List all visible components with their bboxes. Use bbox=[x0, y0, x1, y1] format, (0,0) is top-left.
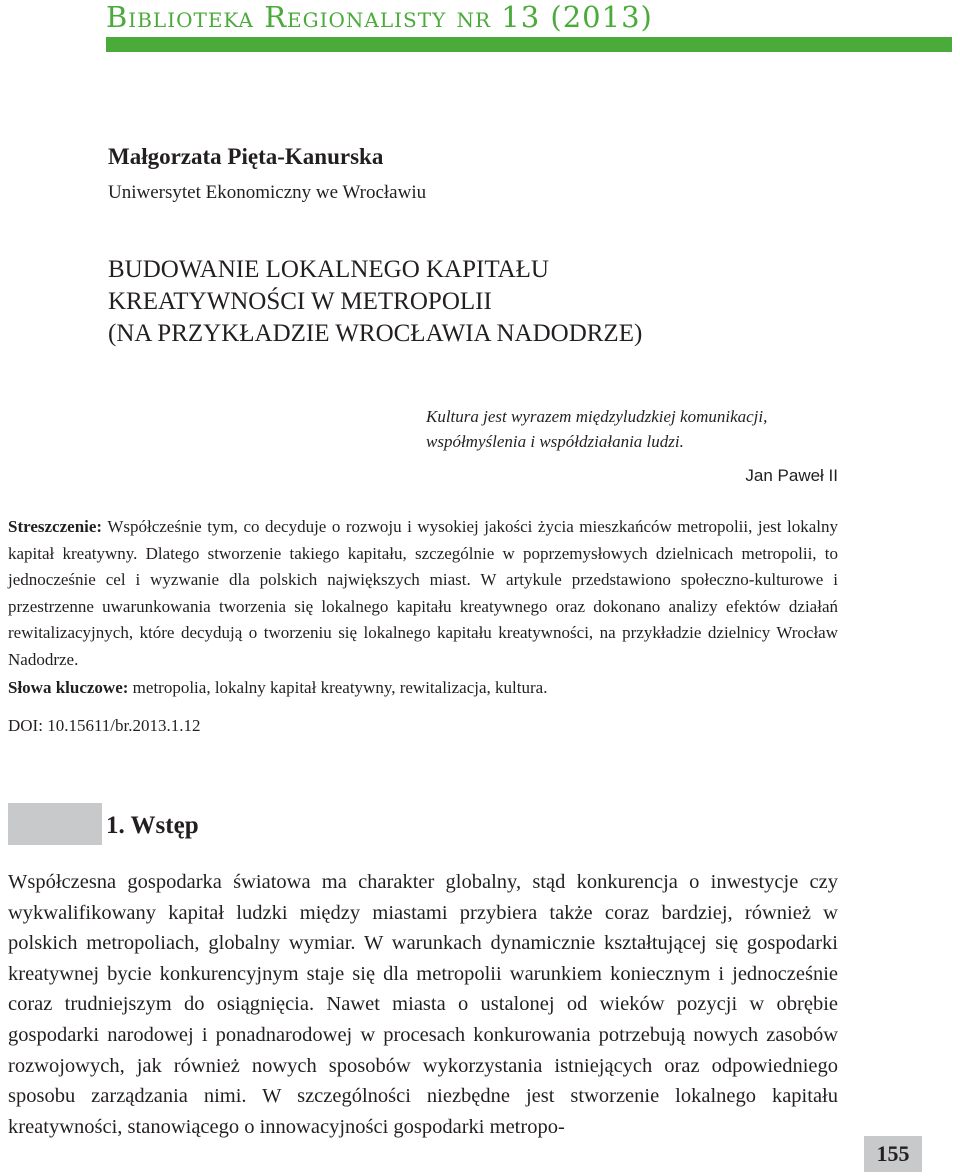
doi: DOI: 10.15611/br.2013.1.12 bbox=[8, 716, 201, 735]
affiliation: Uniwersytet Ekonomiczny we Wrocławiu bbox=[108, 182, 427, 203]
title-line: (NA PRZYKŁADZIE WROCŁAWIA NADODRZE) bbox=[108, 320, 643, 347]
header-bar bbox=[106, 37, 952, 52]
page-number: 155 bbox=[864, 1136, 922, 1172]
section-marker bbox=[8, 803, 102, 845]
article-title bbox=[108, 254, 642, 350]
motto-line: Kultura jest wyrazem międzyludzkiej komunikacji, bbox=[426, 407, 768, 426]
title-line: BUDOWANIE LOKALNEGO KAPITAŁU bbox=[108, 256, 549, 283]
abstract-label: Streszczenie: bbox=[8, 517, 103, 536]
keywords bbox=[8, 678, 838, 698]
motto-line: współmyślenia i współdziałania ludzi. bbox=[426, 432, 684, 451]
author-name: Małgorzata Pięta-Kanurska bbox=[108, 144, 384, 169]
keywords-text: metropolia, lokalny kapitał kreatywny, rewitalizacja, kultura. bbox=[132, 678, 548, 697]
body-paragraph: Współczesna gospodarka światowa ma charakter globalny, stąd konkurencja o inwestycje czy wykwalifikowany kapitał ludzki między miastami przybiera także coraz bardziej, również w polskich metropoliach, globalny wymiar. W warunkach dynamicznie kształtującej się gospodarki kreatywnej bycie konkurencyjnym staje się dla metropolii warunkiem koniecznym i jednocześnie coraz trudniejszym do osiągnięcia. Nawet miasta o ustalonej od wieków pozycji w obrębie gospodarki narodowej i ponadnarodowej w procesach konkurowania potrzebują nowych zasobów rozwojowych, jak również nowych sposobów wykorzystania istniejących oraz odpowiedniego sposobu zarządzania nimi. W szczególności niezbędne jest stworzenie lokalnego kapitału kreatywności, stanowiącego o innowacyjności gospodarki metropo- bbox=[8, 871, 838, 1138]
abstract bbox=[8, 514, 838, 673]
abstract-text: Współcześnie tym, co decyduje o rozwoju i wysokiej jakości życia mieszkańców metropolii, jest lokalny kapitał kreatywny. Dlatego stworzenie takiego kapitału, szczególnie w poprzemysłowych dzielnicach metropolii, to jednocześnie cel i wyzwanie dla polskich największych miast. W artykule przedstawiono społeczno-kulturowe i przestrzenne uwarunkowania tworzenia się lokalnego kapitału kreatywnego oraz dokonano analizy efektów działań rewitalizacyjnych, które decydują o tworzeniu się lokalnego kapitału kreatywności, na przykładzie dzielnicy Wrocław Nadodrze. bbox=[8, 517, 838, 669]
section-heading: 1. Wstęp bbox=[106, 812, 199, 839]
keywords-label: Słowa kluczowe: bbox=[8, 678, 129, 697]
title-line: KREATYWNOŚCI W METROPOLII bbox=[108, 288, 492, 315]
motto bbox=[426, 404, 767, 454]
journal-header: Biblioteka Regionalisty nr 13 (2013) bbox=[106, 0, 653, 34]
motto-author: Jan Paweł II bbox=[745, 466, 838, 485]
